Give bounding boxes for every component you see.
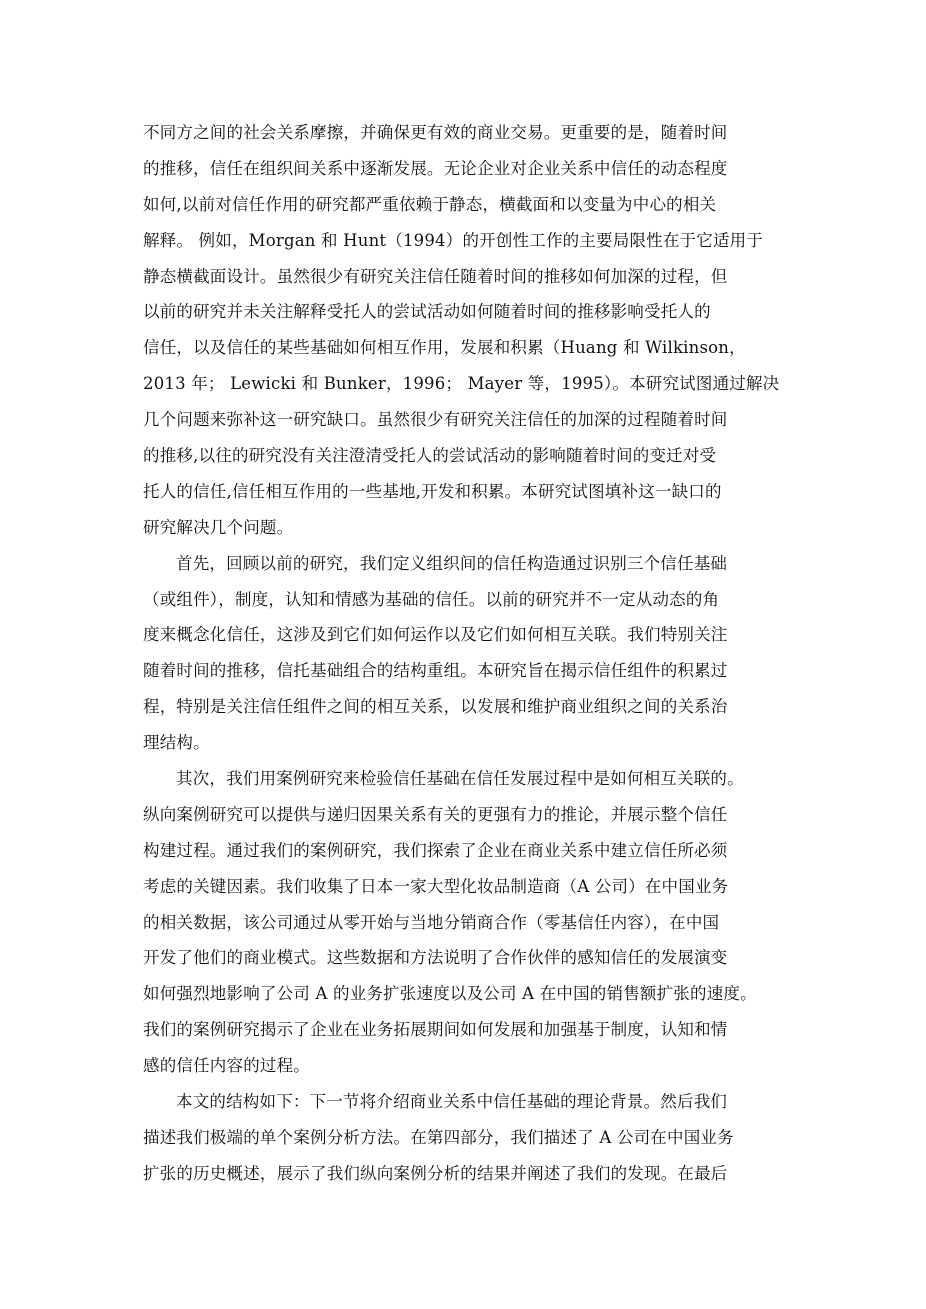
text-line: 如何强烈地影响了公司 A 的业务扩张速度以及公司 A 在中国的销售额扩张的速度。 <box>143 984 757 1004</box>
text-line: 本文的结构如下：下一节将介绍商业关系中信任基础的理论背景。然后我们 <box>176 1092 728 1112</box>
text-line: 首先，回顾以前的研究，我们定义组织间的信任构造通过识别三个信任基础 <box>176 553 728 573</box>
text-line: 信任，以及信任的某些基础如何相互作用，发展和积累（Huang 和 Wilkinson， <box>143 338 746 358</box>
text-line: 描述我们极端的单个案例分析方法。在第四部分，我们描述了 A 公司在中国业务 <box>143 1127 734 1147</box>
text-line: 静态横截面设计。虽然很少有研究关注信任随着时间的推移如何加深的过程，但 <box>143 266 728 286</box>
text-line: 其次，我们用案例研究来检验信任基础在信任发展过程中是如何相互关联的。 <box>176 769 744 789</box>
text-line: 托人的信任,信任相互作用的一些基地,开发和积累。本研究试图填补这一缺口的 <box>143 481 722 501</box>
text-line: 考虑的关键因素。我们收集了日本一家大型化妆品制造商（A 公司）在中国业务 <box>143 876 729 896</box>
text-line: 构建过程。通过我们的案例研究，我们探索了企业在商业关系中建立信任所必须 <box>143 840 728 860</box>
text-line: 2013 年； Lewicki 和 Bunker，1996； Mayer 等，1995）。本研究试图通过解决 <box>143 374 780 394</box>
text-line: 几个问题来弥补这一研究缺口。虽然很少有研究关注信任的加深的过程随着时间 <box>143 410 728 430</box>
paragraph-2 <box>143 546 793 761</box>
text-line: 感的信任内容的过程。 <box>143 1056 310 1076</box>
paragraph-1 <box>143 115 793 546</box>
text-line: 不同方之间的社会关系摩擦，并确保更有效的商业交易。更重要的是，随着时间 <box>143 123 728 142</box>
text-line: 研究解决几个问题。 <box>143 517 294 537</box>
paragraph-4 <box>143 1084 793 1192</box>
text-line: 的推移,以往的研究没有关注澄清受托人的尝试活动的影响随着时间的变迁对受 <box>143 446 717 466</box>
paragraph-3 <box>143 761 793 1084</box>
text-line: （或组件），制度，认知和情感为基础的信任。以前的研究并不一定从动态的角 <box>143 589 720 609</box>
text-line: 的推移，信任在组织间关系中逐渐发展。无论企业对企业关系中信任的动态程度 <box>143 158 728 178</box>
text-line: 度来概念化信任，这涉及到它们如何运作以及它们如何相互关联。我们特别关注 <box>143 625 728 645</box>
text-line: 开发了他们的商业模式。这些数据和方法说明了合作伙伴的感知信任的发展演变 <box>143 948 728 968</box>
document-body <box>143 115 793 1192</box>
text-line: 解释。 例如，Morgan 和 Hunt（1994）的开创性工作的主要局限性在于它适用于 <box>143 230 764 250</box>
text-line: 随着时间的推移，信托基础组合的结构重组。本研究旨在揭示信任组件的积累过 <box>143 661 728 681</box>
text-line: 程，特别是关注信任组件之间的相互关系，以发展和维护商业组织之间的关系治 <box>143 697 728 717</box>
text-line: 扩张的历史概述，展示了我们纵向案例分析的结果并阐述了我们的发现。在最后 <box>143 1163 728 1183</box>
text-line: 我们的案例研究揭示了企业在业务拓展期间如何发展和加强基于制度，认知和情 <box>143 1020 728 1040</box>
text-line: 纵向案例研究可以提供与递归因果关系有关的更强有力的推论，并展示整个信任 <box>143 804 728 824</box>
text-line: 以前的研究并未关注解释受托人的尝试活动如何随着时间的推移影响受托人的 <box>143 302 711 322</box>
text-line: 的相关数据，该公司通过从零开始与当地分销商合作（零基信任内容），在中国 <box>143 912 720 932</box>
text-line: 理结构。 <box>143 733 210 753</box>
text-line: 如何,以前对信任作用的研究都严重依赖于静态，横截面和以变量为中心的相关 <box>143 194 717 214</box>
